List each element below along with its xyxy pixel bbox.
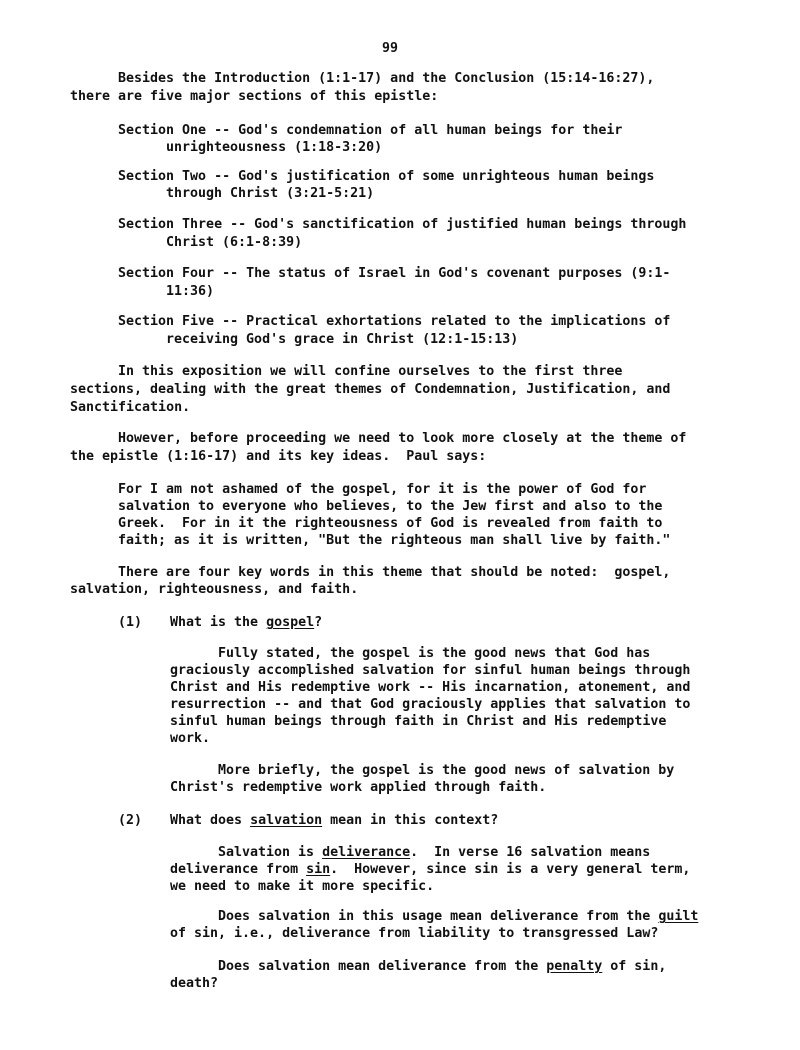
question-2-pre: What does bbox=[170, 813, 251, 828]
section-four-line-2: 11:36) bbox=[166, 284, 215, 299]
gospel-full-line-5: sinful human beings through faith in Christ and His redemptive bbox=[170, 714, 667, 729]
salvation-line-2 bbox=[170, 861, 690, 878]
question-2-number: (2) bbox=[118, 813, 143, 828]
question-1-heading bbox=[170, 614, 322, 631]
exposition-line-3: Sanctification. bbox=[70, 400, 191, 415]
penalty-line-1-a: Does salvation mean deliverance from the bbox=[218, 959, 547, 974]
salvation-line-2-c: . However, since sin is a very general term, bbox=[330, 862, 691, 877]
section-one-line-2: unrighteousness (1:18-3:20) bbox=[166, 140, 383, 155]
section-three-line-2: Christ (6:1-8:39) bbox=[166, 235, 303, 250]
question-1-number: (1) bbox=[118, 615, 143, 630]
salvation-line-1-a: Salvation is bbox=[218, 845, 323, 860]
quote-line-1: For I am not ashamed of the gospel, for it is the power of God for bbox=[118, 482, 647, 497]
quote-line-3: Greek. For in it the righteousness of God is revealed from faith to bbox=[118, 516, 663, 531]
gospel-full-line-1: Fully stated, the gospel is the good news that God has bbox=[218, 646, 651, 661]
quote-line-2: salvation to everyone who believes, to the Jew first and also to the bbox=[118, 499, 663, 514]
section-five-line-1: Section Five -- Practical exhortations related to the implications of bbox=[118, 314, 671, 329]
question-1-post: ? bbox=[314, 615, 323, 630]
deliverance-term: deliverance bbox=[322, 845, 411, 860]
gospel-full-line-2: graciously accomplished salvation for sinful human beings through bbox=[170, 663, 691, 678]
page-number: 99 bbox=[381, 41, 398, 56]
question-2-post: mean in this context? bbox=[322, 813, 499, 828]
sin-term: sin bbox=[306, 862, 331, 877]
exposition-line-1: In this exposition we will confine ourselves to the first three bbox=[118, 364, 623, 379]
guilt-line-1 bbox=[218, 908, 698, 925]
gospel-full-line-6: work. bbox=[170, 731, 211, 746]
section-three-line-1: Section Three -- God's sanctification of justified human beings through bbox=[118, 217, 687, 232]
guilt-line-1-a: Does salvation in this usage mean deliverance from the bbox=[218, 909, 659, 924]
salvation-line-1 bbox=[218, 844, 650, 861]
question-1-pre: What is the bbox=[170, 615, 267, 630]
question-1-term: gospel bbox=[266, 615, 315, 630]
penalty-line-1 bbox=[218, 958, 666, 975]
section-five-line-2: receiving God's grace in Christ (12:1-15:13) bbox=[166, 332, 519, 347]
gospel-full-line-4: resurrection -- and that God graciously applies that salvation to bbox=[170, 697, 691, 712]
penalty-line-1-c: of sin, bbox=[602, 959, 667, 974]
exposition-line-2: sections, dealing with the great themes of Condemnation, Justification, and bbox=[70, 382, 671, 397]
keywords-line-2: salvation, righteousness, and faith. bbox=[70, 582, 359, 597]
section-four-line-1: Section Four -- The status of Israel in God's covenant purposes (9:1- bbox=[118, 266, 671, 281]
however-line-2: the epistle (1:16-17) and its key ideas. Paul says: bbox=[70, 449, 487, 464]
salvation-line-2-a: deliverance from bbox=[170, 862, 307, 877]
section-two-line-2: through Christ (3:21-5:21) bbox=[166, 186, 375, 201]
gospel-brief-line-2: Christ's redemptive work applied through faith. bbox=[170, 780, 547, 795]
section-one-line-1: Section One -- God's condemnation of all human beings for their bbox=[118, 123, 623, 138]
gospel-full-line-3: Christ and His redemptive work -- His incarnation, atonement, and bbox=[170, 680, 691, 695]
intro-line-1: Besides the Introduction (1:1-17) and the Conclusion (15:14-16:27), bbox=[118, 71, 655, 86]
quote-line-4: faith; as it is written, "But the righteous man shall live by faith." bbox=[118, 533, 671, 548]
however-line-1: However, before proceeding we need to look more closely at the theme of bbox=[118, 431, 687, 446]
salvation-line-1-c: . In verse 16 salvation means bbox=[410, 845, 651, 860]
gospel-brief-line-1: More briefly, the gospel is the good news of salvation by bbox=[218, 763, 675, 778]
salvation-line-3: we need to make it more specific. bbox=[170, 879, 435, 894]
penalty-line-2: death? bbox=[170, 976, 219, 991]
penalty-term: penalty bbox=[546, 959, 603, 974]
question-2-term: salvation bbox=[250, 813, 323, 828]
guilt-line-2: of sin, i.e., deliverance from liability to transgressed Law? bbox=[170, 926, 659, 941]
guilt-term: guilt bbox=[658, 909, 699, 924]
question-2-heading bbox=[170, 812, 498, 829]
section-two-line-1: Section Two -- God's justification of some unrighteous human beings bbox=[118, 169, 655, 184]
keywords-line-1: There are four key words in this theme that should be noted: gospel, bbox=[118, 565, 671, 580]
intro-line-2: there are five major sections of this epistle: bbox=[70, 89, 439, 104]
